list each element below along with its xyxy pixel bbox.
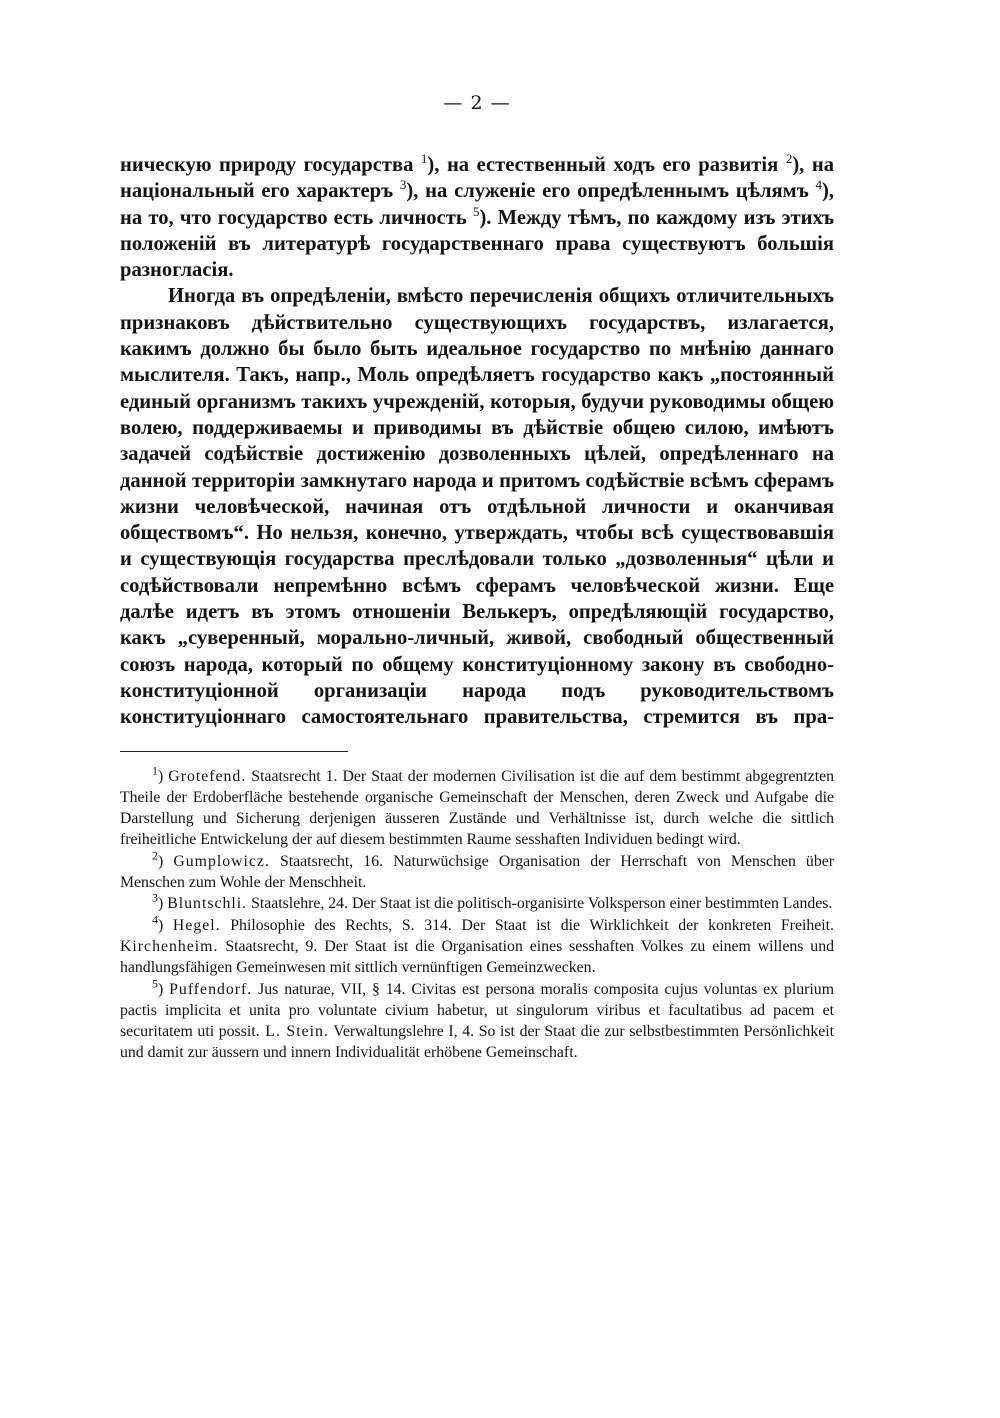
footnote-text: Staatsrecht 1. Der Staat der modernen Civilisation ist die auf dem bestimmt abgegrentzten Theile der Erdoberfläche bestehende organische Gemeinschaft der Menschen, deren Zweck und Aufgabe die Darstellung und Sicherung derjenigen äusseren Zustände und Verhältnisse ist, durch welche die sittlich freiheitliche Entwickelung der auf diesem bestimmten Raume sesshaften Individuen bedingt wird. [120, 767, 834, 849]
footnote-text-second: Staatsrecht, 9. Der Staat ist die Organisation eines sesshaften Volkes zu einem willens und handlungsfähigen Gemeinwesen mit sittlich vernünftigen Gemeinzwecken. [120, 937, 834, 977]
footnote-marker: 2 [152, 848, 158, 863]
paragraph-1 [120, 152, 834, 283]
footnote-ref-2: 2 [785, 151, 793, 167]
p1-text-b: ), на естественный ходъ его развитія [427, 154, 786, 176]
footnote-text: Staatsrecht, 16. Naturwüchsige Organisation der Herrschaft von Menschen über Menschen zum Wohle der Menschheit. [120, 852, 834, 892]
p1-text-c: ), на національный его характеръ [120, 154, 834, 203]
footnote-marker: 1 [152, 763, 158, 778]
footnotes [120, 763, 835, 1064]
p1-text-a: ническую природу государства [120, 154, 421, 176]
footnote-ref-4: 4 [815, 177, 822, 193]
footnote-author: Bluntschli. [167, 895, 248, 913]
page-number: — 2 — [443, 92, 511, 114]
main-text [120, 152, 834, 731]
footnote-author: Puffendorf. [169, 980, 253, 998]
footnote-1: $^1$) Grotefend. Staatsrecht 1. Der Staat der modernen Civilisation ist die auf dem bestimmt abgegrentzten Theile der Erdoberfläche bestehende organische Gemeinschaft der Menschen, deren Zweck und Aufgabe die Darstellung und Sicherung derjenigen äusseren Zustände und Verhältnisse ist, durch welche die sittlich freiheitliche Entwickelung der auf diesem bestimmten Raume sesshaften Individuen bedingt wird. [120, 763, 834, 849]
p1-text-f: ). Между тѣмъ, по каждому изъ этихъ положеній въ литературѣ государственнаго права существуютъ большія разногласія. [120, 206, 835, 282]
paragraph-2: Иногда въ опредѣленіи, вмѣсто перечисленія общихъ отличительныхъ признаковъ дѣйствительно существующихъ государствъ, излагается, какимъ должно бы было быть идеальное государство по мнѣнію даннаго мыслителя. Такъ, напр., Моль опредѣляетъ государство какъ „постоянный единый организмъ такихъ учрежденій, которыя, будучи руководимы общею волею, поддерживаемы и приводимы въ дѣйствіе общею силою, имѣютъ задачей содѣйствіе достиженію дозволенныхъ цѣлей, опредѣленнаго на данной территоріи замкнутаго народа и притомъ содѣйствіе всѣмъ сферамъ жизни человѣческой, начиная отъ отдѣльной личности и оканчивая обществомъ“. Но нельзя, конечно, утверждать, чтобы всѣ существовавшія и существующія государства преслѣдовали только „дозволенныя“ цѣли и содѣйствовали непремѣнно всѣмъ сферамъ человѣческой жизни. Еще далѣе идетъ въ этомъ отношеніи Велькеръ, опредѣляющій государство, какъ „суверенный, морально-личный, живой, свободный общественный союзъ народа, который по общему конституціонному закону въ свободно-конституціонной организаціи народа подъ руководительствомъ конституціоннаго самостоятельнаго правительства, стремится въ пра- [120, 285, 834, 729]
footnote-marker: 3 [152, 891, 158, 906]
p1-text-d: ), на служеніе его опредѣленнымъ цѣлямъ [406, 180, 816, 203]
footnote-author-second: L. Stein. [259, 1023, 329, 1041]
footnote-text-second: Verwaltungslehre I, 4. So ist der Staat die zur selbstbestimmten Persönlichkeit und damit zur äussern und innern Individualität erhöbene Gemeinschaft. [120, 1023, 835, 1062]
p1-text-e: ), на то, что государство есть личность [120, 180, 834, 229]
footnote-author: Hegel. [172, 916, 221, 934]
footnote-author: Grotefend. [168, 767, 247, 785]
footnote-marker: 5 [152, 976, 158, 991]
footnote-text: Philosophie des Rechts, S. 314. Der Staat ist die Wirklichkeit der konkreten Freiheit. [220, 916, 834, 934]
footnote-5: $^5$) Puffendorf. Jus naturae, VII, § 14. Civitas est persona moralis composita cujus voluntas ex plurium pactis implicita et unita pro voluntate civium habetur, ut singulorum viribus et facultatibus ad pacem et securitatem uti possit. L. Stein. Verwaltungslehre I, 4. So ist der Staat die zur selbstbestimmten Persönlichkeit und damit zur äussern und innern Individualität erhöbene Gemeinschaft. [120, 976, 835, 1062]
footnote-divider [120, 751, 348, 752]
footnote-text: Jus naturae, VII, § 14. Civitas est persona moralis composita cujus voluntas ex plurium pactis implicita et unita pro voluntate civium habetur, ut singulorum viribus et facultatibus ad pacem et securitatem uti possit. [120, 980, 834, 1041]
footnote-ref-1: 1 [420, 151, 428, 167]
footnote-ref-3: 3 [399, 177, 407, 193]
footnote-3: $^3$) Bluntschli. Staatslehre, 24. Der Staat ist die politisch-organisirte Volksperson einer bestimmten Landes. [152, 891, 833, 913]
footnote-text: Staatslehre, 24. Der Staat ist die politisch-organisirte Volksperson einer bestimmten Landes. [247, 895, 833, 913]
footnote-ref-5: 5 [472, 203, 480, 219]
book-page [120, 92, 834, 1064]
footnote-author-second: Kirchenheim. [120, 937, 219, 955]
footnote-2: $^2$) Gumplowicz. Staatsrecht, 16. Naturwüchsige Organisation der Herrschaft von Menschen über Menschen zum Wohle der Menschheit. [120, 848, 834, 892]
footnote-marker: 4 [152, 912, 158, 927]
footnote-author: Gumplowicz. [173, 852, 270, 870]
footnote-4: $^4$) Hegel. Philosophie des Rechts, S. 314. Der Staat ist die Wirklichkeit der konkreten Freiheit. Kirchenheim. Staatsrecht, 9. Der Staat ist die Organisation eines sesshaften Volkes zu einem willens und handlungsfähigen Gemeinwesen mit sittlich vernünftigen Gemeinzwecken. [120, 912, 834, 977]
